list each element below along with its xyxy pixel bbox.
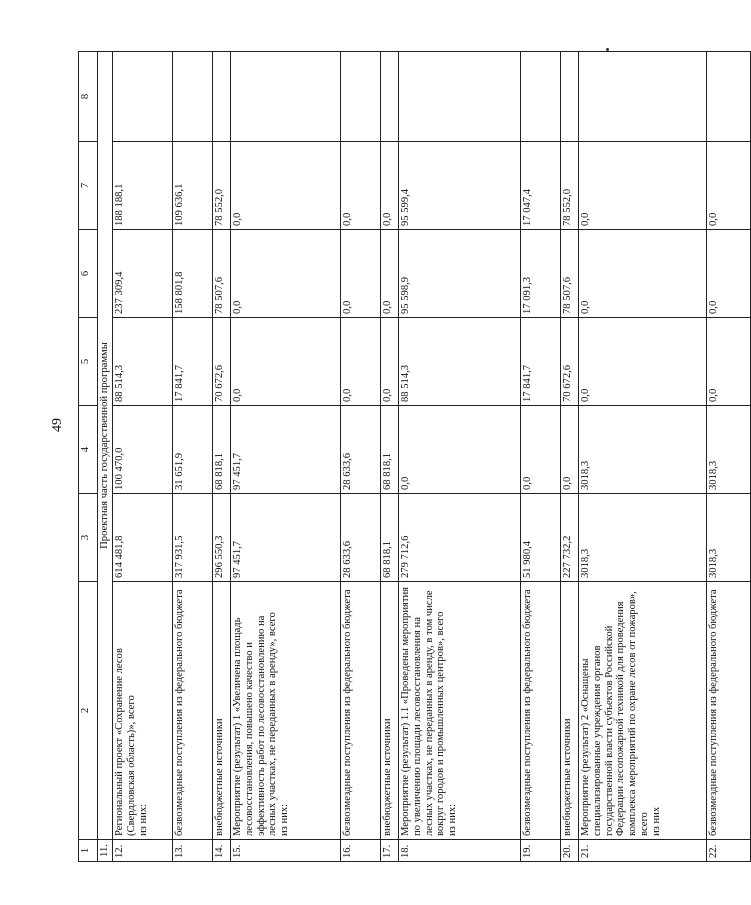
row-label: безвозмездные поступления из федерального бюджета bbox=[706, 582, 750, 840]
table-row bbox=[340, 52, 380, 862]
value-col6: 0,0 bbox=[230, 230, 340, 318]
value-col5: 70 672,6 bbox=[560, 318, 578, 406]
value-col8 bbox=[520, 52, 560, 142]
budget-table bbox=[78, 51, 751, 862]
value-col4: 0,0 bbox=[560, 406, 578, 494]
value-col4: 0,0 bbox=[520, 406, 560, 494]
value-col6: 0,0 bbox=[578, 230, 706, 318]
value-col3: 97 451,7 bbox=[230, 494, 340, 582]
page-number: 49 bbox=[50, 418, 65, 432]
value-col4: 100 470,0 bbox=[112, 406, 172, 494]
table-row bbox=[578, 52, 706, 862]
row-label: Мероприятие (результат) 2 «Оснащены специализированные учреждения органов государственной власти субъектов Российской Федерации лесопожарной техникой для проведения комплекса мероприятий по охране лесов от пожаров», всего из них bbox=[578, 582, 706, 840]
row-number: 11. bbox=[98, 840, 113, 862]
row-label: Мероприятие (результат) 1 «Увеличена площадь лесовосстановления, повышено качество и эффективность работ по лесовосстановлению на лесных участках, не переданных в аренду», всего из них: bbox=[230, 582, 340, 840]
value-col4: 0,0 bbox=[398, 406, 520, 494]
row-number: 12. bbox=[112, 840, 172, 862]
value-col6: 17 091,3 bbox=[520, 230, 560, 318]
value-col7: 0,0 bbox=[340, 142, 380, 230]
value-col5: 88 514,3 bbox=[112, 318, 172, 406]
value-col8 bbox=[578, 52, 706, 142]
col-header: 3 bbox=[79, 494, 98, 582]
row-label: внебюджетные источники bbox=[560, 582, 578, 840]
table-row bbox=[230, 52, 340, 862]
value-col8 bbox=[172, 52, 212, 142]
value-col5: 0,0 bbox=[230, 318, 340, 406]
value-col6: 237 309,4 bbox=[112, 230, 172, 318]
row-number: 19. bbox=[520, 840, 560, 862]
value-col8 bbox=[230, 52, 340, 142]
row-number: 16. bbox=[340, 840, 380, 862]
value-col6: 0,0 bbox=[706, 230, 750, 318]
col-header: 5 bbox=[79, 318, 98, 406]
rotated-table-container bbox=[78, 62, 719, 862]
row-label: внебюджетные источники bbox=[380, 582, 398, 840]
col-header: 6 bbox=[79, 230, 98, 318]
value-col3: 51 980,4 bbox=[520, 494, 560, 582]
value-col3: 68 818,1 bbox=[380, 494, 398, 582]
value-col7: 95 599,4 bbox=[398, 142, 520, 230]
row-number: 13. bbox=[172, 840, 212, 862]
row-label: безвозмездные поступления из федерального бюджета bbox=[520, 582, 560, 840]
value-col5: 17 841,7 bbox=[520, 318, 560, 406]
value-col3: 296 550,3 bbox=[212, 494, 230, 582]
value-col5: 88 514,3 bbox=[398, 318, 520, 406]
table-row bbox=[520, 52, 560, 862]
col-header: 8 bbox=[79, 52, 98, 142]
value-col7: 17 047,4 bbox=[520, 142, 560, 230]
table-row bbox=[172, 52, 212, 862]
row-number: 14. bbox=[212, 840, 230, 862]
value-col8 bbox=[340, 52, 380, 142]
value-col5: 0,0 bbox=[380, 318, 398, 406]
value-col3: 227 732,2 bbox=[560, 494, 578, 582]
table-row bbox=[706, 52, 750, 862]
value-col5: 0,0 bbox=[706, 318, 750, 406]
value-col8 bbox=[212, 52, 230, 142]
value-col4: 3018,3 bbox=[706, 406, 750, 494]
value-col8 bbox=[398, 52, 520, 142]
value-col3: 317 931,5 bbox=[172, 494, 212, 582]
value-col7: 0,0 bbox=[578, 142, 706, 230]
value-col4: 97 451,7 bbox=[230, 406, 340, 494]
value-col3: 3018,3 bbox=[578, 494, 706, 582]
table-row bbox=[560, 52, 578, 862]
value-col4: 28 633,6 bbox=[340, 406, 380, 494]
col-header: 7 bbox=[79, 142, 98, 230]
value-col5: 70 672,6 bbox=[212, 318, 230, 406]
col-header: 1 bbox=[79, 840, 98, 862]
value-col5: 17 841,7 bbox=[172, 318, 212, 406]
table-row bbox=[112, 52, 172, 862]
value-col5: 0,0 bbox=[340, 318, 380, 406]
value-col7: 78 552,0 bbox=[560, 142, 578, 230]
row-number: 17. bbox=[380, 840, 398, 862]
value-col4: 68 818,1 bbox=[212, 406, 230, 494]
value-col7: 0,0 bbox=[706, 142, 750, 230]
table-row bbox=[398, 52, 520, 862]
value-col7: 0,0 bbox=[380, 142, 398, 230]
row-number: 22. bbox=[706, 840, 750, 862]
row-number: 20. bbox=[560, 840, 578, 862]
value-col3: 279 712,6 bbox=[398, 494, 520, 582]
value-col7: 188 188,1 bbox=[112, 142, 172, 230]
section-title: Проектная часть государственной программы bbox=[98, 52, 113, 840]
value-col4: 3018,3 bbox=[578, 406, 706, 494]
value-col7: 109 636,1 bbox=[172, 142, 212, 230]
table-row bbox=[380, 52, 398, 862]
row-label: Мероприятие (результат) 1.1 «Проведены мероприятия по увеличению площади лесовосстановления на лесных участках, не переданных в аренду, в том числе вокруг городов и промышленных центров», всего из них: bbox=[398, 582, 520, 840]
value-col8 bbox=[560, 52, 578, 142]
value-col7: 78 552,0 bbox=[212, 142, 230, 230]
value-col5: 0,0 bbox=[578, 318, 706, 406]
table-row bbox=[212, 52, 230, 862]
row-label: внебюджетные источники bbox=[212, 582, 230, 840]
row-number: 21. bbox=[578, 840, 706, 862]
value-col3: 614 481,8 bbox=[112, 494, 172, 582]
row-number: 15. bbox=[230, 840, 340, 862]
value-col6: 0,0 bbox=[340, 230, 380, 318]
value-col6: 95 598,9 bbox=[398, 230, 520, 318]
row-label: Региональный проект «Сохранение лесов (Свердловская область)», всего из них: bbox=[112, 582, 172, 840]
value-col6: 78 507,6 bbox=[560, 230, 578, 318]
value-col6: 158 801,8 bbox=[172, 230, 212, 318]
section-row bbox=[98, 52, 113, 862]
value-col6: 0,0 bbox=[380, 230, 398, 318]
value-col8 bbox=[706, 52, 750, 142]
value-col8 bbox=[112, 52, 172, 142]
header-row bbox=[79, 52, 98, 862]
value-col3: 3018,3 bbox=[706, 494, 750, 582]
value-col4: 68 818,1 bbox=[380, 406, 398, 494]
value-col8 bbox=[380, 52, 398, 142]
col-header: 4 bbox=[79, 406, 98, 494]
col-header: 2 bbox=[79, 582, 98, 840]
row-label: безвозмездные поступления из федерального бюджета bbox=[340, 582, 380, 840]
value-col6: 78 507,6 bbox=[212, 230, 230, 318]
value-col4: 31 651,9 bbox=[172, 406, 212, 494]
value-col3: 28 633,6 bbox=[340, 494, 380, 582]
row-label: безвозмездные поступления из федерального бюджета bbox=[172, 582, 212, 840]
row-number: 18. bbox=[398, 840, 520, 862]
value-col7: 0,0 bbox=[230, 142, 340, 230]
